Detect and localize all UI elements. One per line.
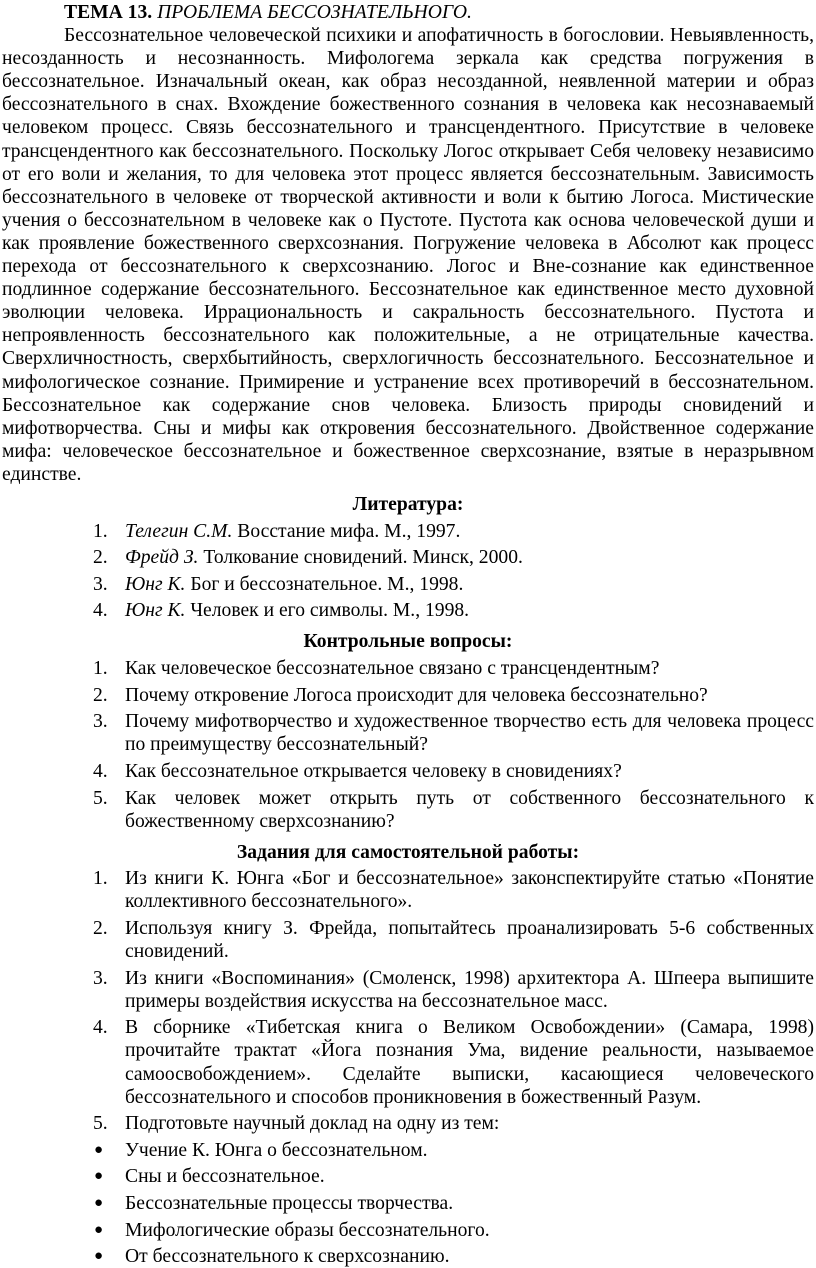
task-item: 2. Используя книгу З. Фрейда, попытайтесь проанализировать 5-6 собственных сновидений. [93, 917, 814, 963]
topic-title: ПРОБЛЕМА БЕССОЗНАТЕЛЬНОГО. [157, 2, 472, 23]
tasks-heading: Задания для самостоятельной работы: [236, 841, 580, 863]
report-topic-item: ● Сны и бессознательное. [94, 1166, 325, 1188]
question-item: 2. Почему откровение Логоса происходит для человека бессознательно? [93, 684, 708, 706]
topic-label: ТЕМА 13. [64, 2, 153, 23]
question-item: 3. Почему мифотворчество и художественное творчество есть для человека процесс по преимуществу бессознательный? [93, 711, 814, 756]
literature-heading: Литература: [352, 493, 464, 515]
bullet-icon: ● [94, 1221, 104, 1238]
literature-text: Бог и бессознательное. М., 1998. [190, 573, 464, 595]
questions-list [2, 657, 814, 833]
bullet-icon: ● [94, 1195, 104, 1211]
body-paragraph: Бессознательное человеческой психики и апофатичность в богословии. Невыявленность, несозданность и несознанность. Мифологема зеркала как средства погружения в бессознательное. Изначальный океан, как образ несозданной, неявленной материи и образ бессознательного в снах. Вхождение божественного сознания в человека как несознаваемый человеком процесс. Связь бессознательного и трансцендентного. Присутствие в человеке трансцендентного как бессознательного. Поскольку Логос открывает Себя человеку независимо от его воли и желания, то для человека этот процесс является бессознательным. Зависимость бессознательного в человеке от творческой активности и воли к бытию Логоса. Мистические учения о бессознательном в человеке как о Пустоте. Пустота как основа человеческой души и как проявление божественного сверхсознания. Погружение человека в Абсолют как процесс перехода от бессознательного к сверхсознанию. Логос и Вне-сознание как единственное подлинное содержание бессознательного. Бессознательное как единственное место духовной эволюции человека. Иррациональность и сакральность бессознательного. Пустота и непроявленность бессознательного как положительные, а не отрицательные качества. Сверхличностность, сверхбытийность, сверхлогичность бессознательного. Бессознательное и мифологическое сознание. Примирение и устранение всех противоречий в бессознательном. Бессознательное как содержание снов человека. Близость природы сновидений и мифотворчества. Сны и мифы как откровения бессознательного. Двойственное содержание мифа: человеческое бессознательное и божественное сверхсознание, взятые в неразрывном единстве. [2, 25, 814, 485]
literature-item: 4. Юнг К. Человек и его символы. М., 1998. [93, 600, 470, 622]
literature-item: 3. Юнг К. Бог и бессознательное. М., 1998. [93, 573, 464, 595]
question-item: 1. Как человеческое бессознательное связано с трансцендентным? [93, 658, 660, 680]
questions-heading: Контрольные вопросы: [303, 631, 513, 653]
report-topic-item: ● Мифологические образы бессознательного. [94, 1219, 490, 1241]
task-item: 4. В сборнике «Тибетская книга о Великом Освобождении» (Самара, 1998) прочитайте трактат «Йога познания Ума, видение реальности, называемое самоосвобождением». Сделайте выписки, касающиеся человеческого бессознательного и способов проникновения в божественный Разум. [93, 1017, 814, 1108]
literature-item: 1. Телегин С.М. Восстание мифа. М., 1997. [93, 520, 461, 542]
report-topic-item: ● Бессознательные процессы творчества. [94, 1193, 454, 1214]
bullet-icon: ● [94, 1248, 104, 1265]
report-topic-item: ● Учение К. Юнга о бессознательном. [94, 1139, 428, 1161]
literature-author: Фрейд З. [125, 547, 199, 569]
question-item: 4. Как бессознательное открывается человеку в сновидениях? [93, 760, 622, 782]
topic-title-line [2, 1, 814, 24]
literature-author: Юнг К. [125, 600, 186, 622]
literature-author: Юнг К. [125, 573, 186, 595]
literature-author: Телегин С.М. [125, 520, 233, 542]
task-item: 3. Из книги «Воспоминания» (Смоленск, 1998) архитектора А. Шпеера выпишите примеры воздействия искусства на бессознательное масс. [93, 967, 814, 1012]
report-topic-item: ● От бессознательного к сверхсознанию. [94, 1246, 450, 1268]
bullet-icon: ● [94, 1168, 104, 1185]
literature-text: Человек и его символы. М., 1998. [190, 600, 470, 622]
literature-list [2, 520, 814, 623]
tasks-list [2, 867, 814, 1135]
task-item: 5. Подготовьте научный доклад на одну из тем: [93, 1113, 500, 1135]
task-item: 1. Из книги К. Юнга «Бог и бессознательное» законспектируйте статью «Понятие коллективного бессознательного». [93, 868, 814, 913]
literature-text: Восстание мифа. М., 1997. [237, 520, 461, 542]
question-item: 5. Как человек может открыть путь от собственного бессознательного к божественному сверхсознанию? [93, 787, 814, 832]
literature-item: 2. Фрейд З. Толкование сновидений. Минск, 2000. [93, 547, 523, 569]
literature-text: Толкование сновидений. Минск, 2000. [203, 547, 523, 569]
report-topics-list [2, 1139, 814, 1268]
bullet-icon: ● [94, 1141, 104, 1158]
